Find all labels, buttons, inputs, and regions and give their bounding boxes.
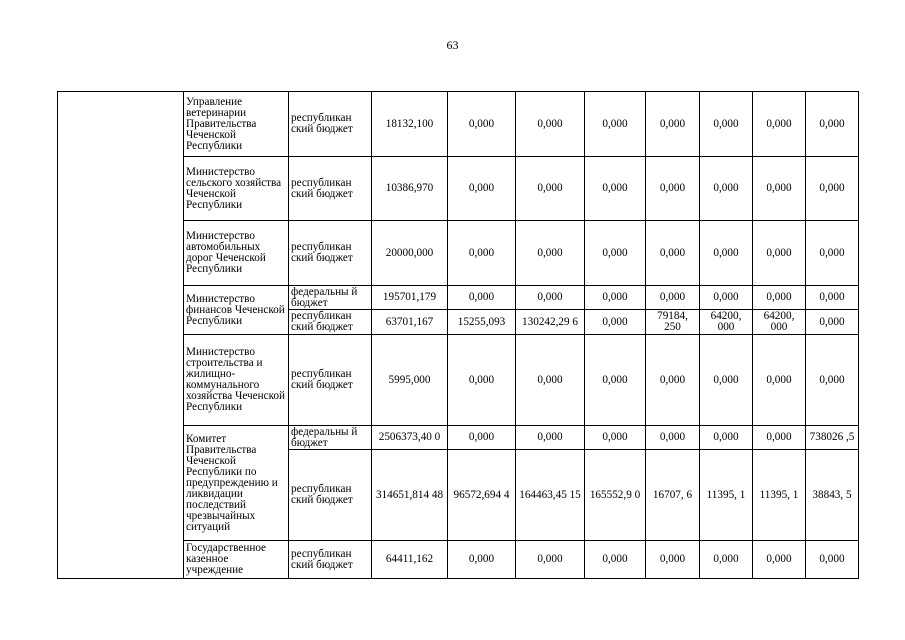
amount-cell: 0,000 (516, 426, 585, 450)
organization-cell: Министерство строительства и жилищно-коммунального хозяйства Чеченской Республики (184, 335, 289, 426)
blank-column-cell (58, 92, 184, 579)
amount-cell: 0,000 (700, 221, 753, 286)
amount-cell: 0,000 (646, 221, 700, 286)
amount-cell: 0,000 (646, 426, 700, 450)
funding-source-cell: федеральны й бюджет (289, 286, 372, 310)
amount-cell: 0,000 (585, 157, 646, 221)
amount-cell: 64200, 000 (700, 310, 753, 335)
funding-source-cell: федеральны й бюджет (289, 426, 372, 450)
amount-cell: 0,000 (700, 92, 753, 157)
amount-cell: 0,000 (516, 221, 585, 286)
amount-cell: 0,000 (700, 541, 753, 579)
amount-cell: 64411,162 (372, 541, 448, 579)
organization-cell: Управление ветеринарии Правительства Чеченской Республики (184, 92, 289, 157)
amount-cell: 0,000 (753, 92, 806, 157)
funding-source-cell: республикан ский бюджет (289, 92, 372, 157)
amount-cell: 0,000 (646, 157, 700, 221)
amount-cell: 0,000 (585, 221, 646, 286)
amount-cell: 0,000 (585, 310, 646, 335)
amount-cell: 79184, 250 (646, 310, 700, 335)
amount-cell: 0,000 (448, 157, 516, 221)
amount-cell: 0,000 (806, 335, 859, 426)
amount-cell: 0,000 (646, 286, 700, 310)
amount-cell: 0,000 (516, 157, 585, 221)
amount-cell: 0,000 (700, 335, 753, 426)
amount-cell: 0,000 (646, 335, 700, 426)
organization-cell: Министерство сельского хозяйства Чеченской Республики (184, 157, 289, 221)
amount-cell: 164463,45 15 (516, 450, 585, 541)
amount-cell: 64200, 000 (753, 310, 806, 335)
amount-cell: 314651,814 48 (372, 450, 448, 541)
funding-source-cell: республикан ский бюджет (289, 221, 372, 286)
amount-cell: 0,000 (448, 221, 516, 286)
amount-cell: 0,000 (585, 335, 646, 426)
amount-cell: 0,000 (448, 541, 516, 579)
amount-cell: 165552,9 0 (585, 450, 646, 541)
amount-cell: 0,000 (516, 541, 585, 579)
amount-cell: 18132,100 (372, 92, 448, 157)
page-number: 63 (446, 38, 459, 52)
amount-cell: 0,000 (516, 92, 585, 157)
amount-cell: 0,000 (806, 286, 859, 310)
funding-source-cell: республикан ский бюджет (289, 541, 372, 579)
amount-cell: 0,000 (753, 426, 806, 450)
amount-cell: 96572,694 4 (448, 450, 516, 541)
funding-source-cell: республикан ский бюджет (289, 450, 372, 541)
amount-cell: 5995,000 (372, 335, 448, 426)
organization-cell: Министерство автомобильных дорог Чеченской Республики (184, 221, 289, 286)
budget-table (57, 91, 859, 579)
amount-cell: 0,000 (448, 286, 516, 310)
amount-cell: 11395, 1 (700, 450, 753, 541)
amount-cell: 0,000 (806, 92, 859, 157)
amount-cell: 0,000 (806, 157, 859, 221)
amount-cell: 0,000 (806, 221, 859, 286)
amount-cell: 195701,179 (372, 286, 448, 310)
amount-cell: 0,000 (585, 426, 646, 450)
amount-cell: 16707, 6 (646, 450, 700, 541)
amount-cell: 0,000 (646, 541, 700, 579)
organization-cell: Министерство финансов Чеченской Республики (184, 286, 289, 335)
amount-cell: 130242,29 6 (516, 310, 585, 335)
amount-cell: 0,000 (585, 286, 646, 310)
amount-cell: 0,000 (753, 221, 806, 286)
amount-cell: 738026 ,5 (806, 426, 859, 450)
table-row (58, 92, 859, 157)
amount-cell: 0,000 (585, 541, 646, 579)
amount-cell: 0,000 (753, 286, 806, 310)
amount-cell: 63701,167 (372, 310, 448, 335)
amount-cell: 0,000 (753, 541, 806, 579)
amount-cell: 0,000 (585, 92, 646, 157)
funding-source-cell: республикан ский бюджет (289, 157, 372, 221)
amount-cell: 0,000 (516, 335, 585, 426)
amount-cell: 15255,093 (448, 310, 516, 335)
amount-cell: 0,000 (753, 335, 806, 426)
amount-cell: 2506373,40 0 (372, 426, 448, 450)
funding-source-cell: республикан ский бюджет (289, 310, 372, 335)
organization-cell: Комитет Правительства Чеченской Республики по предупреждению и ликвидации последствий чрезвычайных ситуаций (184, 426, 289, 541)
amount-cell: 38843, 5 (806, 450, 859, 541)
amount-cell: 0,000 (448, 92, 516, 157)
amount-cell: 0,000 (700, 426, 753, 450)
organization-cell: Государственное казенное учреждение (184, 541, 289, 579)
amount-cell: 0,000 (516, 286, 585, 310)
table-body (58, 92, 859, 579)
amount-cell: 0,000 (700, 157, 753, 221)
amount-cell: 0,000 (700, 286, 753, 310)
amount-cell: 0,000 (806, 541, 859, 579)
amount-cell: 0,000 (448, 426, 516, 450)
amount-cell: 0,000 (806, 310, 859, 335)
amount-cell: 0,000 (753, 157, 806, 221)
amount-cell: 0,000 (646, 92, 700, 157)
funding-source-cell: республикан ский бюджет (289, 335, 372, 426)
amount-cell: 10386,970 (372, 157, 448, 221)
amount-cell: 0,000 (448, 335, 516, 426)
amount-cell: 20000,000 (372, 221, 448, 286)
amount-cell: 11395, 1 (753, 450, 806, 541)
